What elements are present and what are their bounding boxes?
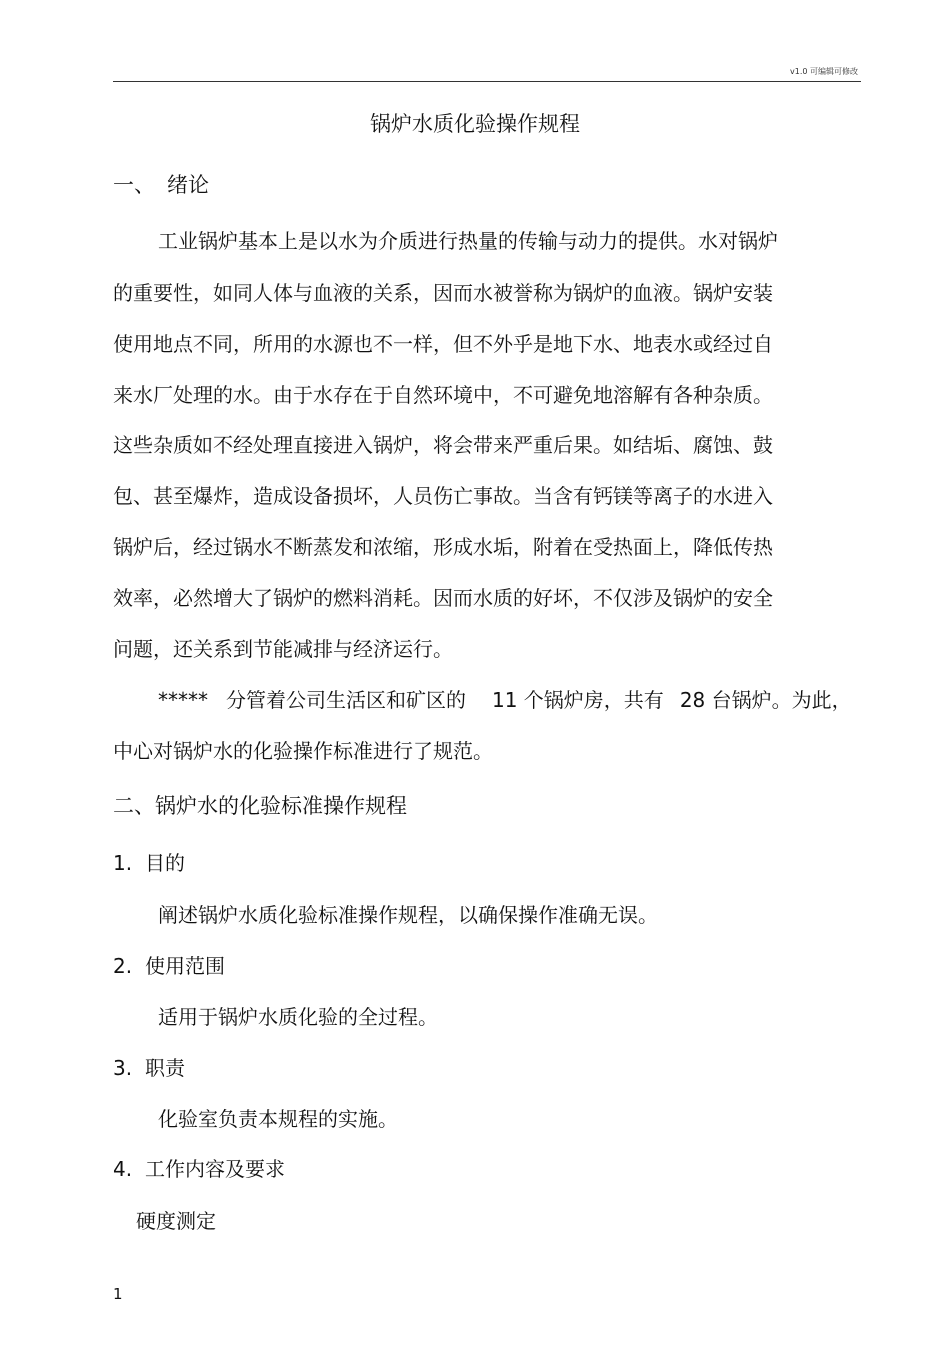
paragraph-line (158, 687, 852, 713)
paragraph-line: 来水厂处理的水。由于水存在于自然环境中，不可避免地溶解有各种杂质。 (113, 383, 773, 407)
item-4-heading (113, 1156, 285, 1182)
boiler-room-count: 11 个锅炉房，共有 (492, 688, 664, 712)
section-1-heading (113, 172, 209, 198)
item-title: 使用范围 (145, 954, 225, 978)
section-1-number: 一、 (113, 173, 155, 197)
item-1-body: 阐述锅炉水质化验标准操作规程，以确保操作准确无误。 (158, 903, 658, 927)
item-number: 1. (113, 851, 133, 875)
item-3-heading (113, 1055, 185, 1081)
boiler-count: 28 台锅炉。为此， (679, 688, 852, 712)
paragraph-line: 锅炉后，经过锅水不断蒸发和浓缩，形成水垢，附着在受热面上，降低传热 (113, 535, 773, 559)
item-2-heading (113, 953, 225, 979)
item-number: 2. (113, 954, 133, 978)
item-2-body: 适用于锅炉水质化验的全过程。 (158, 1005, 438, 1029)
item-number: 4. (113, 1157, 133, 1181)
section-1-title: 绪论 (167, 173, 209, 197)
paragraph-line: 问题，还关系到节能减排与经济运行。 (113, 637, 453, 661)
masked-name: ***** (158, 688, 208, 712)
header-rule (113, 81, 861, 82)
item-number: 3. (113, 1056, 133, 1080)
hardness-subheading: 硬度测定 (136, 1209, 216, 1233)
header-version: v1.0 可编辑可修改 (790, 67, 858, 76)
item-1-heading (113, 850, 185, 876)
paragraph-line: 使用地点不同，所用的水源也不一样，但不外乎是地下水、地表水或经过自 (113, 332, 773, 356)
item-title: 工作内容及要求 (145, 1157, 285, 1181)
paragraph-line: 工业锅炉基本上是以水为介质进行热量的传输与动力的提供。水对锅炉 (158, 229, 778, 253)
page-number: 1 (113, 1285, 123, 1303)
paragraph-line: 效率，必然增大了锅炉的燃料消耗。因而水质的好坏，不仅涉及锅炉的安全 (113, 586, 773, 610)
paragraph-line: 这些杂质如不经处理直接进入锅炉，将会带来严重后果。如结垢、腐蚀、鼓 (113, 433, 773, 457)
item-title: 职责 (145, 1056, 185, 1080)
item-3-body: 化验室负责本规程的实施。 (158, 1107, 398, 1131)
item-title: 目的 (145, 851, 185, 875)
paragraph-line: 中心对锅炉水的化验操作标准进行了规范。 (113, 739, 493, 763)
section-2-heading: 二、锅炉水的化验标准操作规程 (113, 794, 407, 818)
document-title: 锅炉水质化验操作规程 (370, 112, 580, 136)
paragraph-line: 包、甚至爆炸，造成设备损坏，人员伤亡事故。当含有钙镁等离子的水进入 (113, 484, 773, 508)
paragraph-line: 的重要性，如同人体与血液的关系，因而水被誉称为锅炉的血液。锅炉安装 (113, 281, 773, 305)
paragraph-text: 分管着公司生活区和矿区的 (226, 688, 466, 712)
